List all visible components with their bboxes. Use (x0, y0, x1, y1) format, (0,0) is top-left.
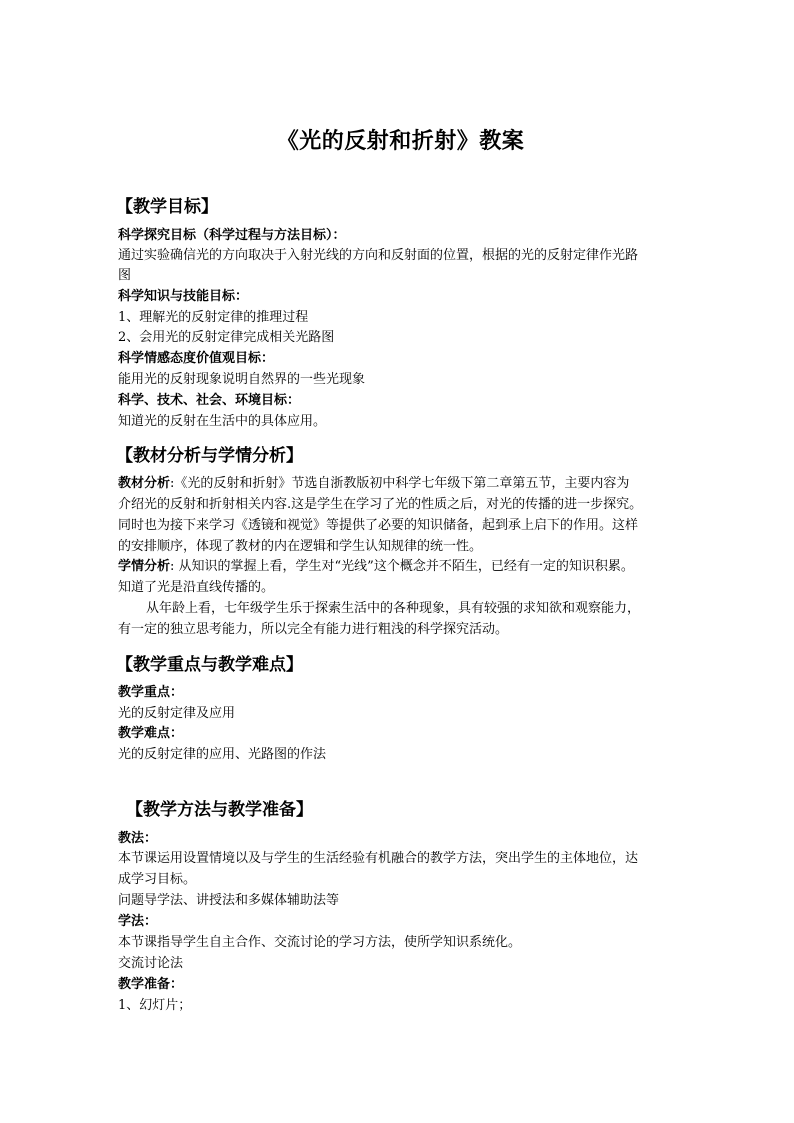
teaching-method-line-1: 本节课运用设置情境以及与学生的生活经验有机融合的教学方法，突出学生的主体地位，达 (118, 851, 639, 866)
explore-goal-text-line2: 图 (118, 268, 132, 283)
material-analysis-text-1: :《光的反射和折射》节选自浙教版初中科学七年级下第二章第五节，主要内容为 (170, 476, 630, 491)
sts-goal-text: 知道光的反射在生活中的具体应用。 (118, 414, 327, 429)
knowledge-goal-label: 科学知识与技能目标： (118, 289, 249, 304)
teaching-prep-item-1: 1、幻灯片； (118, 998, 192, 1013)
material-analysis-line-3: 同时也为接下来学习《透镜和视觉》等提供了必要的知识储备，起到承上启下的作用。这样 (118, 518, 639, 533)
student-analysis-label: 学情分析 (118, 559, 171, 574)
teaching-method-line-3: 问题导学法、讲授法和多媒体辅助法等 (118, 893, 340, 908)
teaching-method-line-2: 成学习目标。 (118, 872, 197, 887)
section-heading-methods: 【教学方法与教学准备】 (126, 800, 313, 820)
teaching-method-label: 教法： (118, 831, 158, 846)
emotion-goal-label: 科学情感态度价值观目标： (118, 351, 275, 366)
explore-goal-label: 科学探究目标（科学过程与方法目标）： (118, 228, 346, 243)
material-analysis-label: 教材分析 (118, 476, 171, 491)
student-analysis-text-1: : 从知识的掌握上看，学生对“光线”这个概念并不陌生，已经有一定的知识积累。 (170, 559, 634, 574)
material-analysis-line-1 (118, 474, 629, 494)
key-point-label: 教学重点： (118, 685, 184, 700)
explore-goal-text-line1: 通过实验确信光的方向取决于入射光线的方向和反射面的位置，根据的光的反射定律作光路 (118, 248, 639, 263)
difficult-point-label: 教学难点： (118, 726, 184, 741)
page-title: 《光的反射和折射》教案 (276, 128, 525, 154)
knowledge-goal-item-1: 1、理解光的反射定律的推理过程 (118, 310, 309, 325)
student-analysis-line-4: 有一定的独立思考能力，所以完全有能力进行粗浅的科学探究活动。 (118, 622, 509, 637)
material-analysis-line-4: 的安排顺序，体现了教材的内在逻辑和学生认知规律的统一性。 (118, 539, 483, 554)
student-analysis-line-1 (118, 557, 634, 577)
section-heading-teaching-goals: 【教学目标】 (116, 197, 218, 217)
student-analysis-line-3: 从年龄上看，七年级学生乐于探索生活中的各种现象，具有较强的求知欲和观察能力， (146, 601, 641, 616)
emotion-goal-text: 能用光的反射现象说明自然界的一些光现象 (118, 372, 366, 387)
learning-method-line-1: 本节课指导学生自主合作、交流讨论的学习方法，使所学知识系统化。 (118, 935, 522, 950)
teaching-prep-label: 教学准备： (118, 977, 184, 992)
material-analysis-line-2: 介绍光的反射和折射相关内容.这是学生在学习了光的性质之后，对光的传播的进一步探究。 (118, 497, 643, 512)
section-heading-analysis: 【教材分析与学情分析】 (116, 446, 303, 466)
difficult-point-text: 光的反射定律的应用、光路图的作法 (118, 747, 327, 762)
sts-goal-label: 科学、技术、社会、环境目标： (118, 393, 301, 408)
learning-method-line-2: 交流讨论法 (118, 956, 184, 971)
key-point-text: 光的反射定律及应用 (118, 706, 236, 721)
section-heading-key-difficult: 【教学重点与教学难点】 (116, 655, 303, 675)
learning-method-label: 学法： (118, 914, 158, 929)
knowledge-goal-item-2: 2、会用光的反射定律完成相关光路图 (118, 330, 335, 345)
student-analysis-line-2: 知道了光是沿直线传播的。 (118, 580, 275, 595)
